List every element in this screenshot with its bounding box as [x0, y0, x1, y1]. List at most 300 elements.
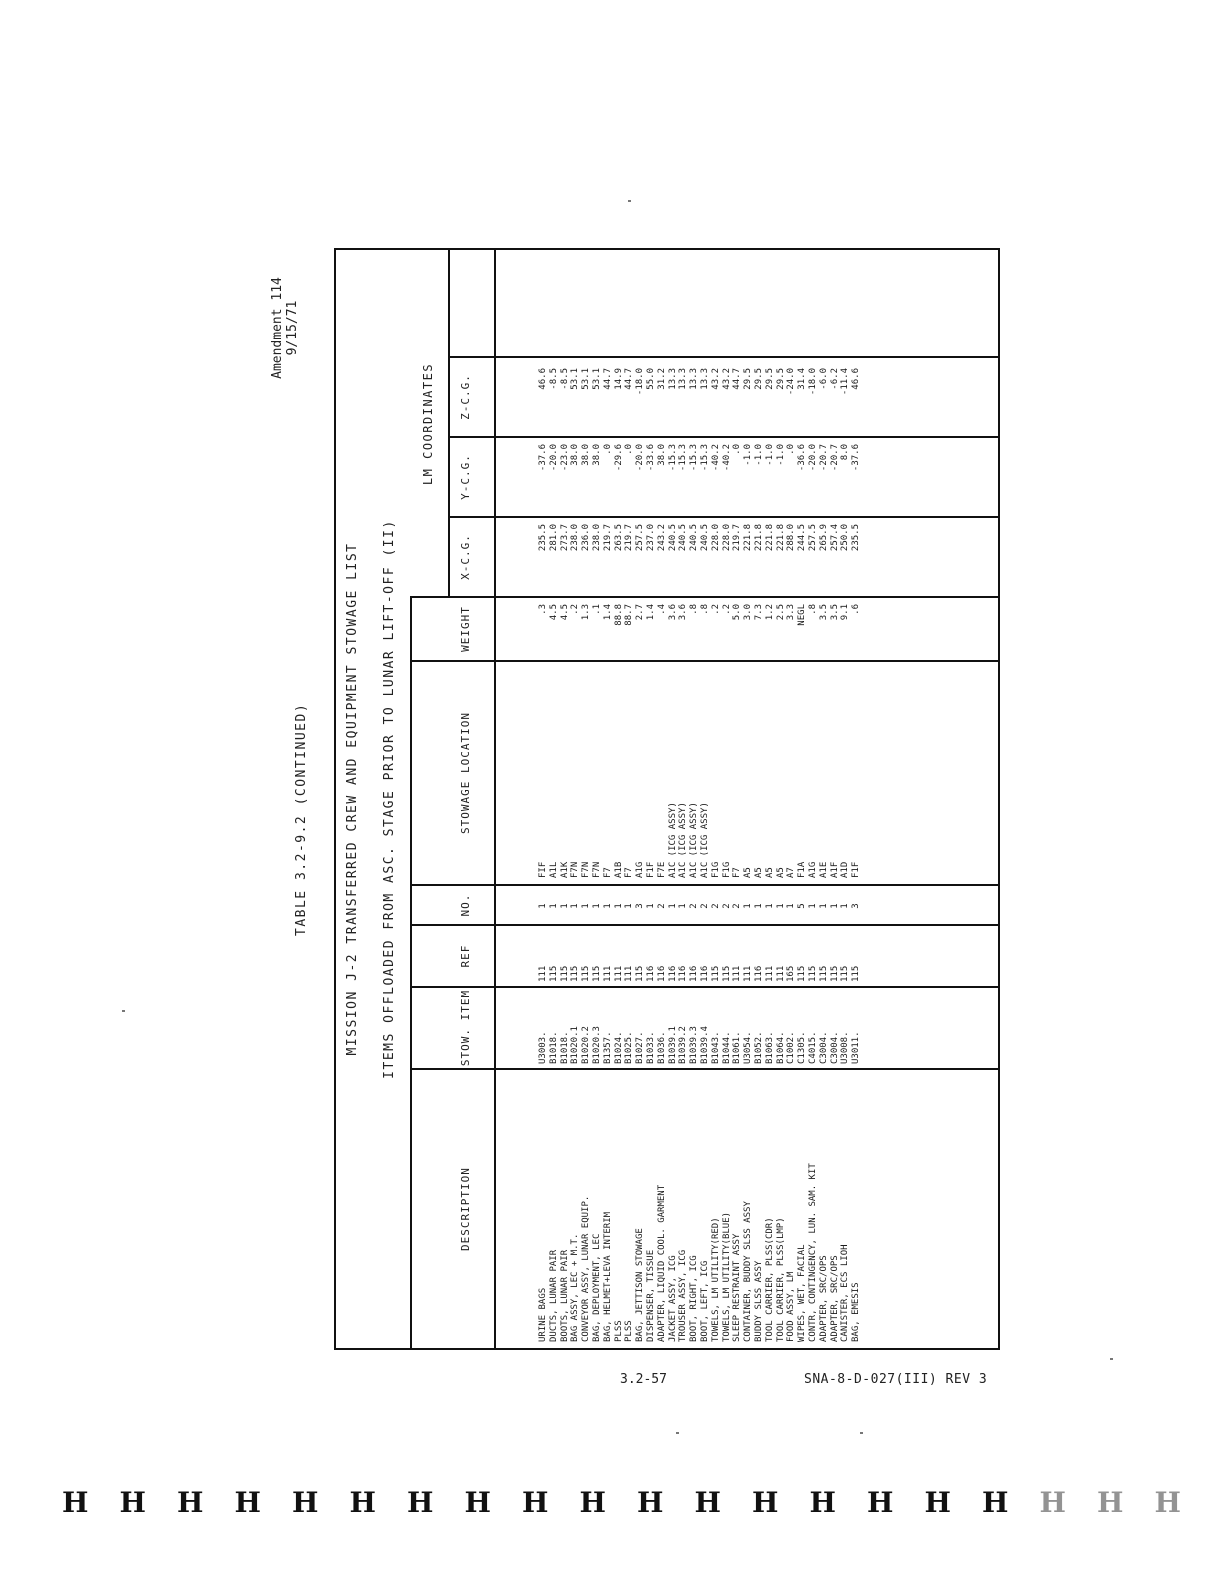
table-frame: [334, 248, 1000, 1350]
row-z-cg: 44.7: [602, 368, 613, 390]
row-description: CONTAINER, BUDDY SLSS ASSY: [743, 1201, 754, 1342]
row-quantity: 2: [732, 903, 743, 909]
table-row: [538, 250, 549, 1348]
row-x-cg: 221.8: [753, 524, 764, 552]
row-quantity: 1: [829, 903, 840, 909]
edge-mark: H: [407, 1486, 434, 1519]
row-x-cg: 236.0: [581, 524, 592, 552]
table-row: [786, 250, 797, 1348]
col-header-y-cg: Y-C.G.: [459, 454, 472, 500]
row-weight: 3.5: [829, 604, 840, 621]
edge-mark: H: [349, 1486, 376, 1519]
row-stow-item: B1064.: [775, 1031, 786, 1064]
row-weight: .1: [591, 604, 602, 615]
row-stow-item: B1020.3: [591, 1026, 602, 1064]
col-header-no: NO.: [459, 893, 472, 917]
edge-mark: H: [637, 1486, 664, 1519]
row-y-cg: 38.0: [570, 444, 581, 466]
row-description: PLSS: [613, 1320, 624, 1342]
row-x-cg: 288.0: [786, 524, 797, 552]
row-x-cg: 235.5: [851, 524, 862, 552]
row-ref: 111: [624, 965, 635, 982]
row-x-cg: 237.0: [645, 524, 656, 552]
row-stow-item: U3054.: [743, 1031, 754, 1064]
row-stowage-location: F7: [732, 867, 743, 878]
row-description: BOOT, RIGHT, ICG: [689, 1255, 700, 1342]
column-header-divider: [494, 250, 496, 1348]
row-description: SLEEP RESTRAINT ASSY: [732, 1233, 743, 1342]
row-description: FOOD ASSY, LM: [786, 1271, 797, 1342]
row-quantity: 2: [710, 903, 721, 909]
row-stowage-location: A5: [775, 867, 786, 878]
row-stowage-location: A1G: [807, 861, 818, 878]
table-row: [830, 250, 841, 1348]
row-weight: 3.5: [818, 604, 829, 621]
row-weight: 4.5: [559, 604, 570, 621]
row-x-cg: 219.7: [732, 524, 743, 552]
col-header-x-cg: X-C.G.: [459, 534, 472, 580]
row-stow-item: U3011.: [851, 1031, 862, 1064]
amendment-date: 9/15/71: [285, 300, 300, 356]
row-ref: 115: [721, 965, 732, 982]
row-ref: 116: [645, 965, 656, 982]
row-x-cg: 257.5: [807, 524, 818, 552]
row-weight: 5.0: [732, 604, 743, 621]
row-stow-item: C3004.: [818, 1031, 829, 1064]
row-quantity: 3: [635, 903, 646, 909]
row-z-cg: 13.3: [678, 368, 689, 390]
col-header-z-cg: Z-C.G.: [459, 374, 472, 420]
row-stow-item: B1039.3: [689, 1026, 700, 1064]
row-quantity: 5: [797, 903, 808, 909]
row-stow-item: B1025.: [624, 1031, 635, 1064]
row-x-cg: 250.0: [840, 524, 851, 552]
row-stowage-location: A1C (ICG ASSY): [678, 802, 689, 878]
row-quantity: 1: [591, 903, 602, 909]
lm-coord-divider: [448, 250, 450, 598]
row-description: BAG, DEPLOYMENT, LEC: [591, 1233, 602, 1342]
row-z-cg: 29.5: [743, 368, 754, 390]
row-description: DUCTS, LUNAR PAIR: [548, 1249, 559, 1342]
row-y-cg: -37.6: [538, 444, 548, 472]
row-z-cg: 29.5: [775, 368, 786, 390]
row-stowage-location: A5: [764, 867, 775, 878]
row-stowage-location: A1E: [818, 861, 829, 878]
row-z-cg: 13.3: [667, 368, 678, 390]
row-description: WIPES, WET, FACIAL: [797, 1244, 808, 1342]
scan-speck: [860, 1432, 863, 1434]
table-row: [808, 250, 819, 1348]
row-quantity: 2: [721, 903, 732, 909]
edge-mark: H: [292, 1486, 319, 1519]
row-z-cg: 44.7: [732, 368, 743, 390]
row-quantity: 1: [753, 903, 764, 909]
row-x-cg: 238.0: [591, 524, 602, 552]
row-stow-item: B1357.: [602, 1031, 613, 1064]
col-header-weight: WEIGHT: [459, 606, 472, 652]
row-x-cg: 235.5: [538, 524, 548, 552]
row-y-cg: -1.0: [743, 444, 754, 466]
row-z-cg: 29.5: [753, 368, 764, 390]
table-row: [592, 250, 603, 1348]
row-stowage-location: A5: [743, 867, 754, 878]
row-quantity: 1: [559, 903, 570, 909]
row-x-cg: 240.5: [689, 524, 700, 552]
edge-mark: H: [234, 1486, 261, 1519]
row-weight: 4.5: [548, 604, 559, 621]
row-x-cg: 221.8: [775, 524, 786, 552]
row-stow-item: B1036.: [656, 1031, 667, 1064]
row-x-cg: 281.0: [548, 524, 559, 552]
row-stowage-location: A1C (ICG ASSY): [689, 802, 700, 878]
row-description: ADAPTER, SRC/OPS: [818, 1255, 829, 1342]
row-weight: .8: [689, 604, 700, 615]
row-description: BOOTS, LUNAR PAIR: [559, 1249, 570, 1342]
row-ref: 115: [710, 965, 721, 982]
row-quantity: 1: [807, 903, 818, 909]
row-description: BAG, JETTISON STOWAGE: [635, 1228, 646, 1342]
row-stowage-location: F1F: [851, 861, 862, 878]
row-weight: 88.7: [624, 604, 635, 626]
row-stowage-location: A1D: [840, 861, 851, 878]
edge-mark: H: [119, 1486, 146, 1519]
row-description: BAG ASSY, LEC + M.T.: [570, 1233, 581, 1342]
row-z-cg: 14.9: [613, 368, 624, 390]
edge-mark: H: [1039, 1486, 1066, 1519]
row-stow-item: B1052.: [753, 1031, 764, 1064]
row-weight: 88.8: [613, 604, 624, 626]
row-description: BOOT, LEFT, ICG: [699, 1260, 710, 1342]
row-stowage-location: FIF: [538, 861, 548, 878]
row-y-cg: -20.0: [635, 444, 646, 472]
row-y-cg: .0: [732, 444, 743, 455]
row-stow-item: B1061.: [732, 1031, 743, 1064]
table-row: [711, 250, 722, 1348]
row-ref: 115: [570, 965, 581, 982]
table-row: [765, 250, 776, 1348]
row-y-cg: -20.7: [818, 444, 829, 472]
row-description: TROUSER ASSY, ICG: [678, 1249, 689, 1342]
row-ref: 115: [797, 965, 808, 982]
row-stowage-location: F7N: [581, 861, 592, 878]
table-row: [570, 250, 581, 1348]
row-stow-item: B1033.: [645, 1031, 656, 1064]
row-weight: 3.3: [786, 604, 797, 621]
row-y-cg: 38.0: [581, 444, 592, 466]
row-x-cg: 240.5: [667, 524, 678, 552]
row-ref: 111: [732, 965, 743, 982]
row-ref: 115: [559, 965, 570, 982]
row-z-cg: -18.0: [635, 368, 646, 396]
table-caption: TABLE 3.2-9.2 (CONTINUED): [294, 702, 309, 936]
table-row: [657, 250, 668, 1348]
row-x-cg: 240.5: [699, 524, 710, 552]
row-z-cg: 31.4: [797, 368, 808, 390]
row-stow-item: B1020.1: [570, 1026, 581, 1064]
row-description: ADAPTER, SRC/OPS: [829, 1255, 840, 1342]
row-weight: 2.5: [775, 604, 786, 621]
row-z-cg: -11.4: [840, 368, 851, 396]
row-quantity: 1: [548, 903, 559, 909]
row-y-cg: -20.0: [807, 444, 818, 472]
table-row: [797, 250, 808, 1348]
row-weight: .8: [699, 604, 710, 615]
row-description: TOOL CARRIER, PLSS(LMP): [775, 1217, 786, 1342]
row-z-cg: 13.3: [699, 368, 710, 390]
row-x-cg: 221.8: [764, 524, 775, 552]
row-quantity: 1: [613, 903, 624, 909]
row-stowage-location: F7N: [570, 861, 581, 878]
row-z-cg: -24.0: [786, 368, 797, 396]
row-weight: 2.7: [635, 604, 646, 621]
table-row: [840, 250, 851, 1348]
row-description: URINE BAGS: [538, 1287, 548, 1342]
row-y-cg: -29.6: [613, 444, 624, 472]
row-y-cg: 38.0: [591, 444, 602, 466]
row-weight: 3.6: [667, 604, 678, 621]
row-weight: .2: [710, 604, 721, 615]
row-weight: 1.4: [645, 604, 656, 621]
row-ref: 115: [851, 965, 862, 982]
row-description: BAG, EMESIS: [851, 1282, 862, 1342]
row-y-cg: -15.3: [678, 444, 689, 472]
row-stowage-location: A7: [786, 867, 797, 878]
row-y-cg: -1.0: [753, 444, 764, 466]
row-z-cg: 44.7: [624, 368, 635, 390]
table-row: [743, 250, 754, 1348]
row-quantity: 1: [786, 903, 797, 909]
row-description: CONTR, CONTINGENCY, LUN. SAM. KIT: [807, 1163, 818, 1342]
table-row: [560, 250, 571, 1348]
table-row: [732, 250, 743, 1348]
row-ref: 111: [538, 965, 548, 982]
row-weight: .6: [851, 604, 862, 615]
row-stow-item: C3004.: [829, 1031, 840, 1064]
scan-speck: [676, 1432, 679, 1434]
row-quantity: 1: [538, 903, 548, 909]
row-ref: 115: [807, 965, 818, 982]
row-y-cg: 8.0: [840, 444, 851, 461]
row-ref: 116: [667, 965, 678, 982]
row-weight: .2: [721, 604, 732, 615]
edge-mark: H: [867, 1486, 894, 1519]
row-y-cg: .0: [602, 444, 613, 455]
row-weight: 9.1: [840, 604, 851, 621]
row-ref: 111: [743, 965, 754, 982]
edge-mark: H: [522, 1486, 549, 1519]
row-stowage-location: F7N: [591, 861, 602, 878]
row-stowage-location: F1G: [710, 861, 721, 878]
row-stow-item: C1305.: [797, 1031, 808, 1064]
table-row: [581, 250, 592, 1348]
row-quantity: 1: [645, 903, 656, 909]
row-quantity: 2: [656, 903, 667, 909]
table-row: [851, 250, 862, 1348]
table-row: [722, 250, 733, 1348]
row-z-cg: -18.0: [807, 368, 818, 396]
row-z-cg: 43.2: [721, 368, 732, 390]
row-weight: .2: [570, 604, 581, 615]
table-row: [603, 250, 614, 1348]
row-y-cg: -15.3: [667, 444, 678, 472]
row-x-cg: 228.0: [710, 524, 721, 552]
lm-coordinates-label: LM COORDINATES: [421, 362, 435, 486]
scan-speck: [1110, 1358, 1113, 1360]
row-stow-item: C4015.: [807, 1031, 818, 1064]
row-quantity: 1: [581, 903, 592, 909]
col-header-stow-item: STOW. ITEM: [459, 989, 472, 1067]
edge-mark: H: [1154, 1486, 1181, 1519]
table-row: [700, 250, 711, 1348]
row-y-cg: -15.3: [689, 444, 700, 472]
row-stow-item: C1002.: [786, 1031, 797, 1064]
col-header-description: DESCRIPTION: [459, 1167, 472, 1251]
row-stow-item: B1039.4: [699, 1026, 710, 1064]
row-z-cg: 31.2: [656, 368, 667, 390]
row-x-cg: 265.9: [818, 524, 829, 552]
stowage-table: [334, 250, 998, 1350]
row-z-cg: 55.0: [645, 368, 656, 390]
row-description: TOWELS, LM UTILITY(RED): [710, 1217, 721, 1342]
row-quantity: 3: [851, 903, 862, 909]
row-description: TOOL CARRIER, PLSS(CDR): [764, 1217, 775, 1342]
row-ref: 116: [753, 965, 764, 982]
row-z-cg: -6.0: [818, 368, 829, 390]
row-stowage-location: A1B: [613, 861, 624, 878]
row-z-cg: 43.2: [710, 368, 721, 390]
row-x-cg: 243.2: [656, 524, 667, 552]
row-x-cg: 244.5: [797, 524, 808, 552]
row-y-cg: .0: [624, 444, 635, 455]
row-x-cg: 273.7: [559, 524, 570, 552]
document-id: SNA-8-D-027(III) REV 3: [804, 1372, 988, 1387]
row-quantity: 1: [840, 903, 851, 909]
row-x-cg: 219.7: [602, 524, 613, 552]
row-z-cg: 46.6: [851, 368, 862, 390]
row-y-cg: -37.6: [851, 444, 862, 472]
row-stowage-location: F1F: [645, 861, 656, 878]
edge-mark: H: [1097, 1486, 1124, 1519]
row-weight: .8: [807, 604, 818, 615]
row-x-cg: 263.5: [613, 524, 624, 552]
row-x-cg: 240.5: [678, 524, 689, 552]
row-quantity: 1: [775, 903, 786, 909]
row-z-cg: -8.5: [559, 368, 570, 390]
edge-mark: H: [62, 1486, 89, 1519]
row-stow-item: B1039.1: [667, 1026, 678, 1064]
row-stowage-location: F7: [624, 867, 635, 878]
row-weight: 7.3: [753, 604, 764, 621]
row-ref: 111: [613, 965, 624, 982]
row-x-cg: 257.5: [635, 524, 646, 552]
row-stowage-location: A1L: [548, 861, 559, 878]
row-description: TOWELS, LM UTILITY(BLUE): [721, 1211, 732, 1342]
row-x-cg: 238.0: [570, 524, 581, 552]
row-x-cg: 228.0: [721, 524, 732, 552]
row-stow-item: B1039.2: [678, 1026, 689, 1064]
row-z-cg: -6.2: [829, 368, 840, 390]
table-row: [635, 250, 646, 1348]
scan-speck: [122, 1010, 125, 1012]
table-body: [538, 250, 862, 1348]
row-weight: 1.3: [581, 604, 592, 621]
row-description: BAG, HELMET+LEVA INTERIM: [602, 1211, 613, 1342]
row-quantity: 1: [678, 903, 689, 909]
edge-mark: H: [579, 1486, 606, 1519]
table-row: [776, 250, 787, 1348]
row-y-cg: -36.6: [797, 444, 808, 472]
row-stow-item: U3003.: [538, 1031, 548, 1064]
table-row: [689, 250, 700, 1348]
row-ref: 116: [689, 965, 700, 982]
row-stowage-location: A1C (ICG ASSY): [699, 802, 710, 878]
table-row: [819, 250, 830, 1348]
row-ref: 115: [840, 965, 851, 982]
row-x-cg: 221.8: [743, 524, 754, 552]
row-y-cg: -33.6: [645, 444, 656, 472]
row-stowage-location: F7E: [656, 861, 667, 878]
row-y-cg: -20.0: [548, 444, 559, 472]
row-weight: .4: [656, 604, 667, 615]
row-description: CANISTER, ECS LIOH: [840, 1244, 851, 1342]
row-stowage-location: F7: [602, 867, 613, 878]
table-subtitle: ITEMS OFFLOADED FROM ASC. STAGE PRIOR TO LUNAR LIFT-OFF (II): [382, 519, 397, 1079]
table-row: [624, 250, 635, 1348]
row-y-cg: 38.0: [656, 444, 667, 466]
row-weight: 1.2: [764, 604, 775, 621]
row-quantity: 2: [699, 903, 710, 909]
row-description: JACKET ASSY, ICG: [667, 1255, 678, 1342]
row-y-cg: -1.0: [775, 444, 786, 466]
row-ref: 111: [764, 965, 775, 982]
col-header-ref: REF: [459, 944, 472, 968]
table-title: MISSION J-2 TRANSFERRED CREW AND EQUIPMENT STOWAGE LIST: [345, 542, 360, 1056]
row-stowage-location: A1F: [829, 861, 840, 878]
row-ref: 111: [775, 965, 786, 982]
row-description: BUDDY SLSS ASSY: [753, 1260, 764, 1342]
row-quantity: 1: [743, 903, 754, 909]
row-ref: 115: [635, 965, 646, 982]
row-stow-item: B1027.: [635, 1031, 646, 1064]
table-row: [668, 250, 679, 1348]
row-weight: 3.6: [678, 604, 689, 621]
table-row: [614, 250, 625, 1348]
row-x-cg: 257.4: [829, 524, 840, 552]
row-x-cg: 219.7: [624, 524, 635, 552]
row-stow-item: B1018.: [548, 1031, 559, 1064]
row-ref: 116: [699, 965, 710, 982]
row-weight: 1.4: [602, 604, 613, 621]
edge-mark: H: [464, 1486, 491, 1519]
edge-mark: H: [752, 1486, 779, 1519]
row-ref: 116: [678, 965, 689, 982]
row-ref: 165: [786, 965, 797, 982]
col-header-stowage-location: STOWAGE LOCATION: [459, 712, 472, 834]
row-y-cg: -1.0: [764, 444, 775, 466]
row-weight: .3: [538, 604, 548, 615]
table-row: [646, 250, 657, 1348]
row-quantity: 1: [624, 903, 635, 909]
table-row: [678, 250, 689, 1348]
row-y-cg: -40.2: [710, 444, 721, 472]
row-quantity: 2: [689, 903, 700, 909]
row-y-cg: .0: [786, 444, 797, 455]
row-description: DISPENSER, TISSUE: [645, 1249, 656, 1342]
row-ref: 115: [591, 965, 602, 982]
row-stowage-location: A1C (ICG ASSY): [667, 802, 678, 878]
row-stow-item: B1018.: [559, 1031, 570, 1064]
row-quantity: 1: [602, 903, 613, 909]
